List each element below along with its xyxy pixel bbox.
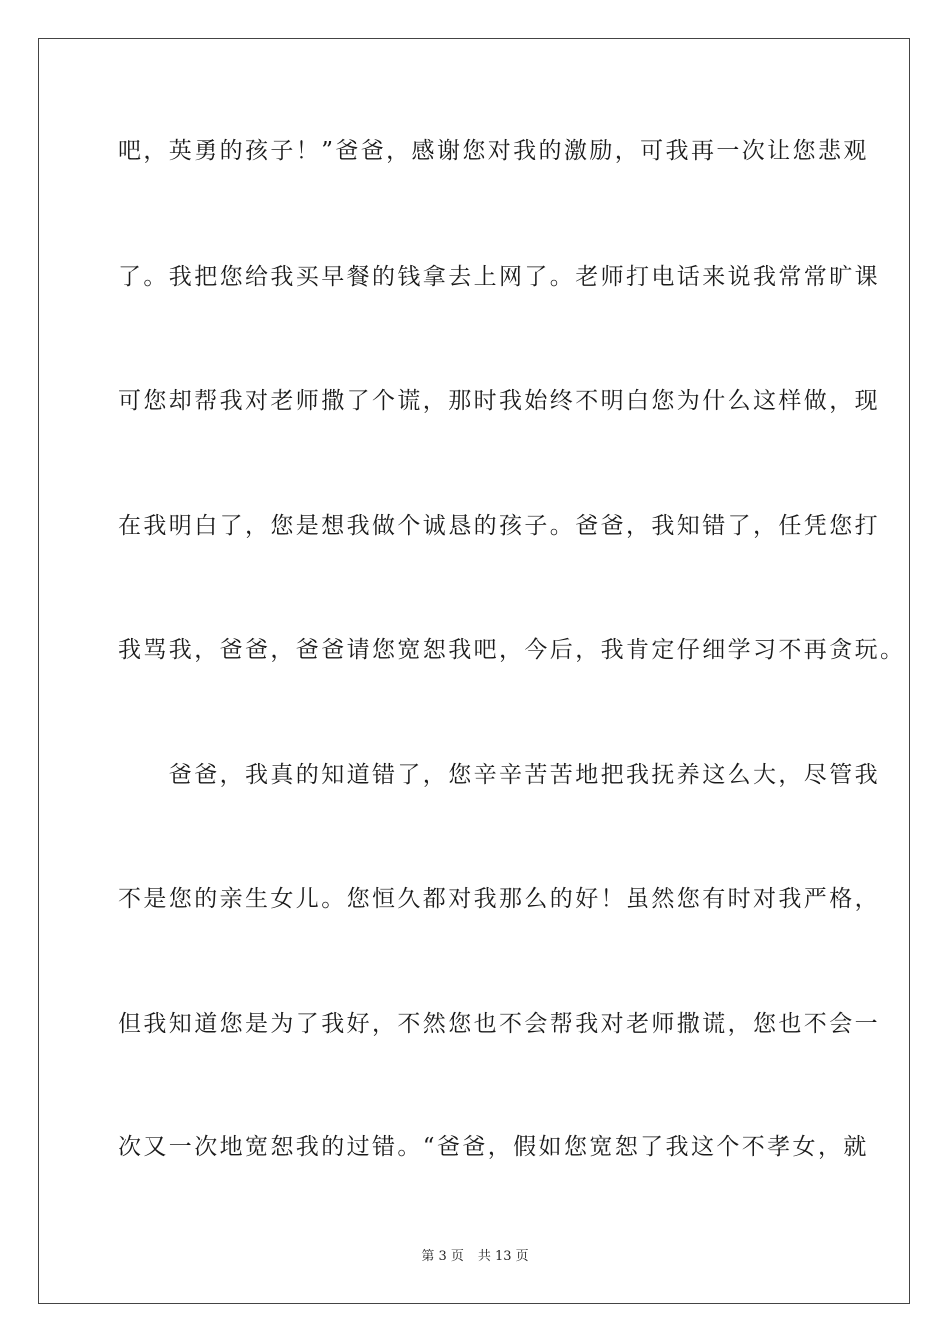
body-line-8: 但我知道您是为了我好，不然您也不会帮我对老师撒谎，您也不会一 bbox=[118, 1011, 880, 1037]
body-line-2: 了。我把您给我买早餐的钱拿去上网了。老师打电话来说我常常旷课 bbox=[118, 264, 880, 290]
body-line-7: 不是您的亲生女儿。您恒久都对我那么的好！虽然您有时对我严格， bbox=[118, 886, 880, 912]
body-line-5: 我骂我，爸爸，爸爸请您宽恕我吧，今后，我肯定仔细学习不再贪玩。 bbox=[118, 637, 906, 663]
page-number: 第 3 页 bbox=[421, 1249, 464, 1264]
body-line-6-paragraph-start: 爸爸，我真的知道错了，您辛辛苦苦地把我抚养这么大，尽管我 bbox=[118, 762, 880, 788]
page-footer bbox=[0, 1248, 950, 1266]
body-line-4: 在我明白了，您是想我做个诚恳的孩子。爸爸，我知错了，任凭您打 bbox=[118, 513, 880, 539]
body-line-1: 吧，英勇的孩子！”爸爸，感谢您对我的激励，可我再一次让您悲观 bbox=[118, 138, 869, 164]
page-border bbox=[38, 38, 910, 1304]
body-line-9: 次又一次地宽恕我的过错。“爸爸，假如您宽恕了我这个不孝女，就 bbox=[118, 1134, 869, 1160]
page-total: 共 13 页 bbox=[477, 1249, 529, 1264]
body-line-3: 可您却帮我对老师撒了个谎，那时我始终不明白您为什么这样做，现 bbox=[118, 388, 880, 414]
